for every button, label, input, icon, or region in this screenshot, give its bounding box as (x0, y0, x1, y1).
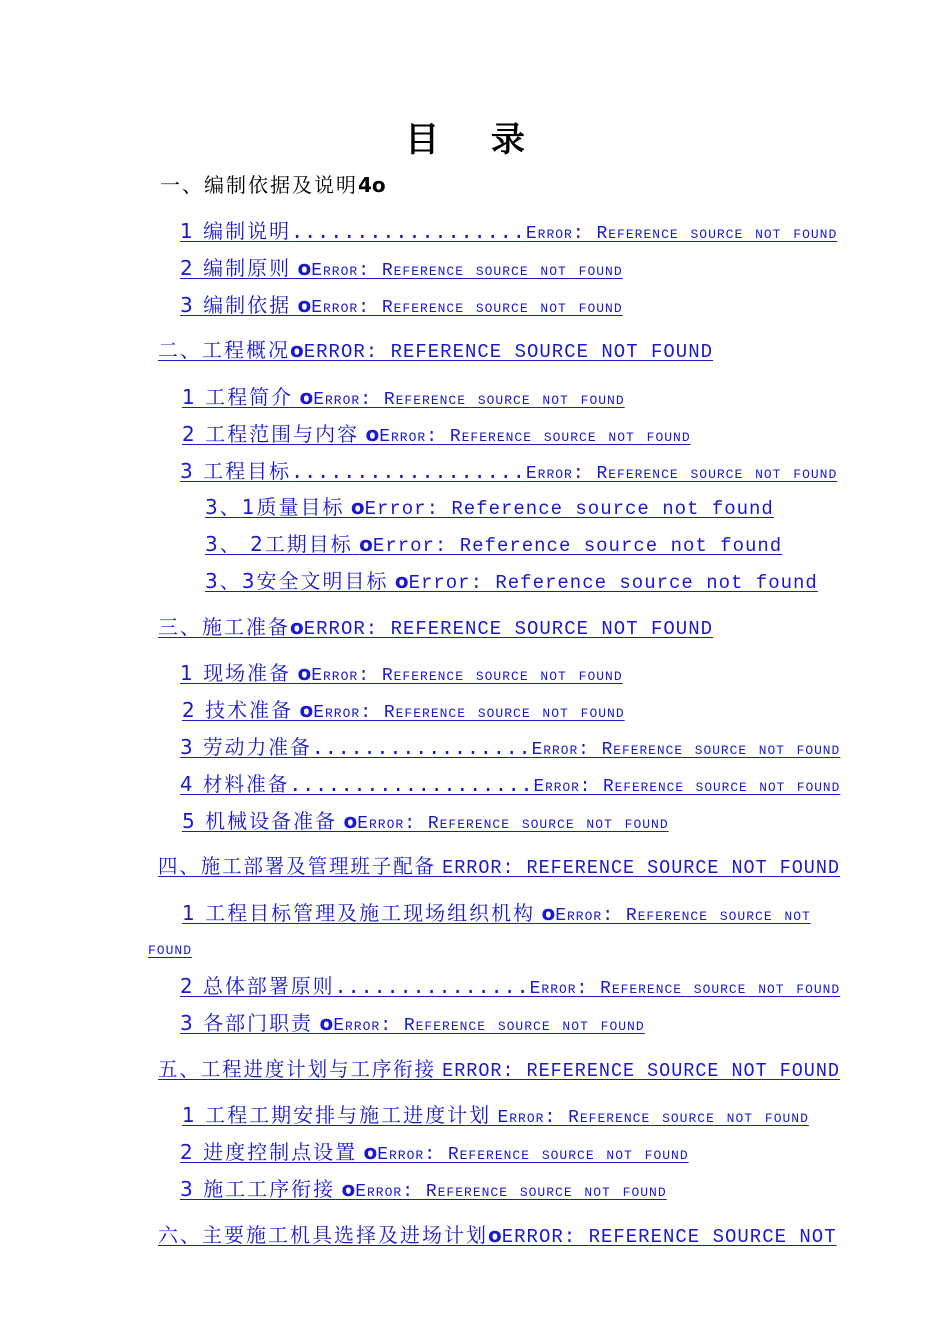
toc-link-4-3[interactable] (180, 1013, 645, 1035)
toc-label: 3、3安全文明目标 (205, 569, 389, 593)
error-text: Error: Reference source not found (333, 1016, 645, 1036)
error-text: ERROR: REFERENCE SOURCE NOT FOUND (442, 857, 840, 879)
error-text: ERROR: REFERENCE SOURCE NOT FOUND (303, 618, 714, 640)
toc-link-4[interactable] (158, 856, 840, 878)
bullet-icon: o (319, 1011, 334, 1035)
toc-link-2-3-1[interactable] (205, 497, 774, 519)
toc-label: 2 编制原则 (180, 256, 292, 280)
error-text: Error: Reference source not found (497, 1108, 809, 1128)
toc-link-5-3[interactable] (180, 1179, 667, 1201)
toc-link-3-4[interactable] (180, 774, 840, 796)
leader-dots: .................. (291, 219, 526, 243)
toc-link-2-3-2[interactable] (205, 534, 782, 556)
toc-link-2-3[interactable] (180, 461, 837, 483)
error-text: Error: Reference source not found (533, 777, 841, 797)
toc-label: 3、1质量目标 (205, 495, 345, 519)
toc-label: 3 施工工序衔接 (180, 1177, 336, 1201)
toc-label: 3 编制依据 (180, 293, 292, 317)
leader-dots: .................. (291, 459, 526, 483)
toc-link-6[interactable] (158, 1225, 837, 1247)
error-text: Error: Reference source not found (408, 572, 818, 594)
toc-label: 2 工程范围与内容 (182, 422, 360, 446)
leader-dots: ................. (311, 735, 532, 759)
error-text: ERROR: REFERENCE SOURCE NOT FOUND (442, 1060, 840, 1082)
error-text: Error: Reference source not found (531, 740, 841, 760)
toc-link-4-1[interactable] (182, 903, 811, 925)
toc-label: 2 进度控制点设置 (180, 1140, 358, 1164)
toc-label: 1 编制说明 (180, 219, 292, 243)
toc-label: 三、施工准备 (158, 615, 290, 639)
error-text: Error: Reference source not found (525, 464, 838, 484)
bullet-icon: o (297, 256, 312, 280)
bullet-icon: o (363, 1140, 378, 1164)
error-text: ERROR: REFERENCE SOURCE NOT FOUND (303, 341, 714, 363)
toc-label: 3 工程目标 (180, 459, 292, 483)
toc-link-5-1[interactable] (182, 1105, 809, 1127)
toc-label: 5 机械设备准备 (182, 809, 338, 833)
toc-link-2-2[interactable] (182, 424, 691, 446)
toc-label: 1 现场准备 (180, 661, 292, 685)
bullet-icon: o (341, 1177, 356, 1201)
error-text-wrap: found (148, 940, 193, 960)
toc-link-2-1[interactable] (182, 387, 625, 409)
error-text: Error: Reference source not found (311, 666, 623, 686)
toc-link-4-2[interactable] (180, 976, 840, 998)
error-text: Error: Reference source not found (379, 427, 691, 447)
error-text: Error: Reference source not (555, 906, 811, 926)
toc-label: 3、 2工期目标 (205, 532, 353, 556)
bullet-icon: o (350, 495, 365, 519)
toc-label: 二、工程概况 (158, 338, 290, 362)
bullet-icon: o (343, 809, 358, 833)
toc-label: 六、主要施工机具选择及进场计划 (158, 1223, 488, 1247)
toc-label: 3 劳动力准备 (180, 735, 312, 759)
toc-link-3-3[interactable] (180, 737, 840, 759)
error-text: Error: Reference source not found (313, 703, 625, 723)
toc-label: 3 各部门职责 (180, 1011, 314, 1035)
error-text: Error: Reference source not found (311, 298, 623, 318)
toc-link-3-2[interactable] (182, 700, 625, 722)
toc-entry-1 (160, 175, 386, 195)
toc-link-2[interactable] (158, 340, 713, 362)
toc-label: 4 材料准备 (180, 772, 290, 796)
toc-link-1-3[interactable] (180, 295, 623, 317)
toc-title: 目 录 (405, 120, 545, 160)
toc-label: 2 技术准备 (182, 698, 294, 722)
bullet-icon: o (488, 1223, 502, 1247)
error-text: Error: Reference source not found (364, 498, 774, 520)
bullet-icon: o (290, 338, 304, 362)
bullet-icon: o (541, 901, 556, 925)
error-text: Error: Reference source not found (529, 979, 841, 999)
bullet-icon: o (297, 661, 312, 685)
bullet-icon: o (365, 422, 380, 446)
toc-link-3-5[interactable] (182, 811, 669, 833)
error-text: ERROR: REFERENCE SOURCE NOT (501, 1226, 837, 1248)
leader-dots: ............... (334, 974, 530, 998)
error-text: Error: Reference source not found (313, 390, 625, 410)
toc-link-1-1[interactable] (180, 221, 837, 243)
error-text: Error: Reference source not found (377, 1145, 689, 1165)
toc-label: 1 工程工期安排与施工进度计划 (182, 1103, 492, 1127)
toc-label: 2 总体部署原则 (180, 974, 335, 998)
error-text: Error: Reference source not found (355, 1182, 667, 1202)
toc-link-3[interactable] (158, 617, 713, 639)
toc-link-5[interactable] (158, 1059, 840, 1081)
toc-label: 五、工程进度计划与工序衔接 (158, 1057, 436, 1081)
error-text: Error: Reference source not found (525, 224, 838, 244)
bullet-icon: o (394, 569, 409, 593)
bullet-icon: o (290, 615, 304, 639)
toc-label: 一、编制依据及说明 (160, 173, 358, 197)
error-text: Error: Reference source not found (357, 814, 669, 834)
toc-link-5-2[interactable] (180, 1142, 689, 1164)
error-text: Error: Reference source not found (311, 261, 623, 281)
toc-link-3-1[interactable] (180, 663, 623, 685)
bullet-icon: o (359, 532, 373, 556)
toc-label: 四、施工部署及管理班子配备 (158, 854, 436, 878)
toc-label: 1 工程简介 (182, 385, 294, 409)
leader-dots: ................... (289, 772, 534, 796)
toc-link-2-3-3[interactable] (205, 571, 818, 593)
bullet-icon: o (297, 293, 312, 317)
error-text: Error: Reference source not found (372, 535, 783, 557)
bullet-icon: o (299, 385, 314, 409)
toc-link-4-1-wrap[interactable] (148, 940, 192, 959)
bullet-icon: o (371, 173, 386, 197)
toc-link-1-2[interactable] (180, 258, 623, 280)
bullet-icon: o (299, 698, 314, 722)
page-number: 4 (358, 173, 372, 197)
toc-label: 1 工程目标管理及施工现场组织机构 (182, 901, 536, 925)
